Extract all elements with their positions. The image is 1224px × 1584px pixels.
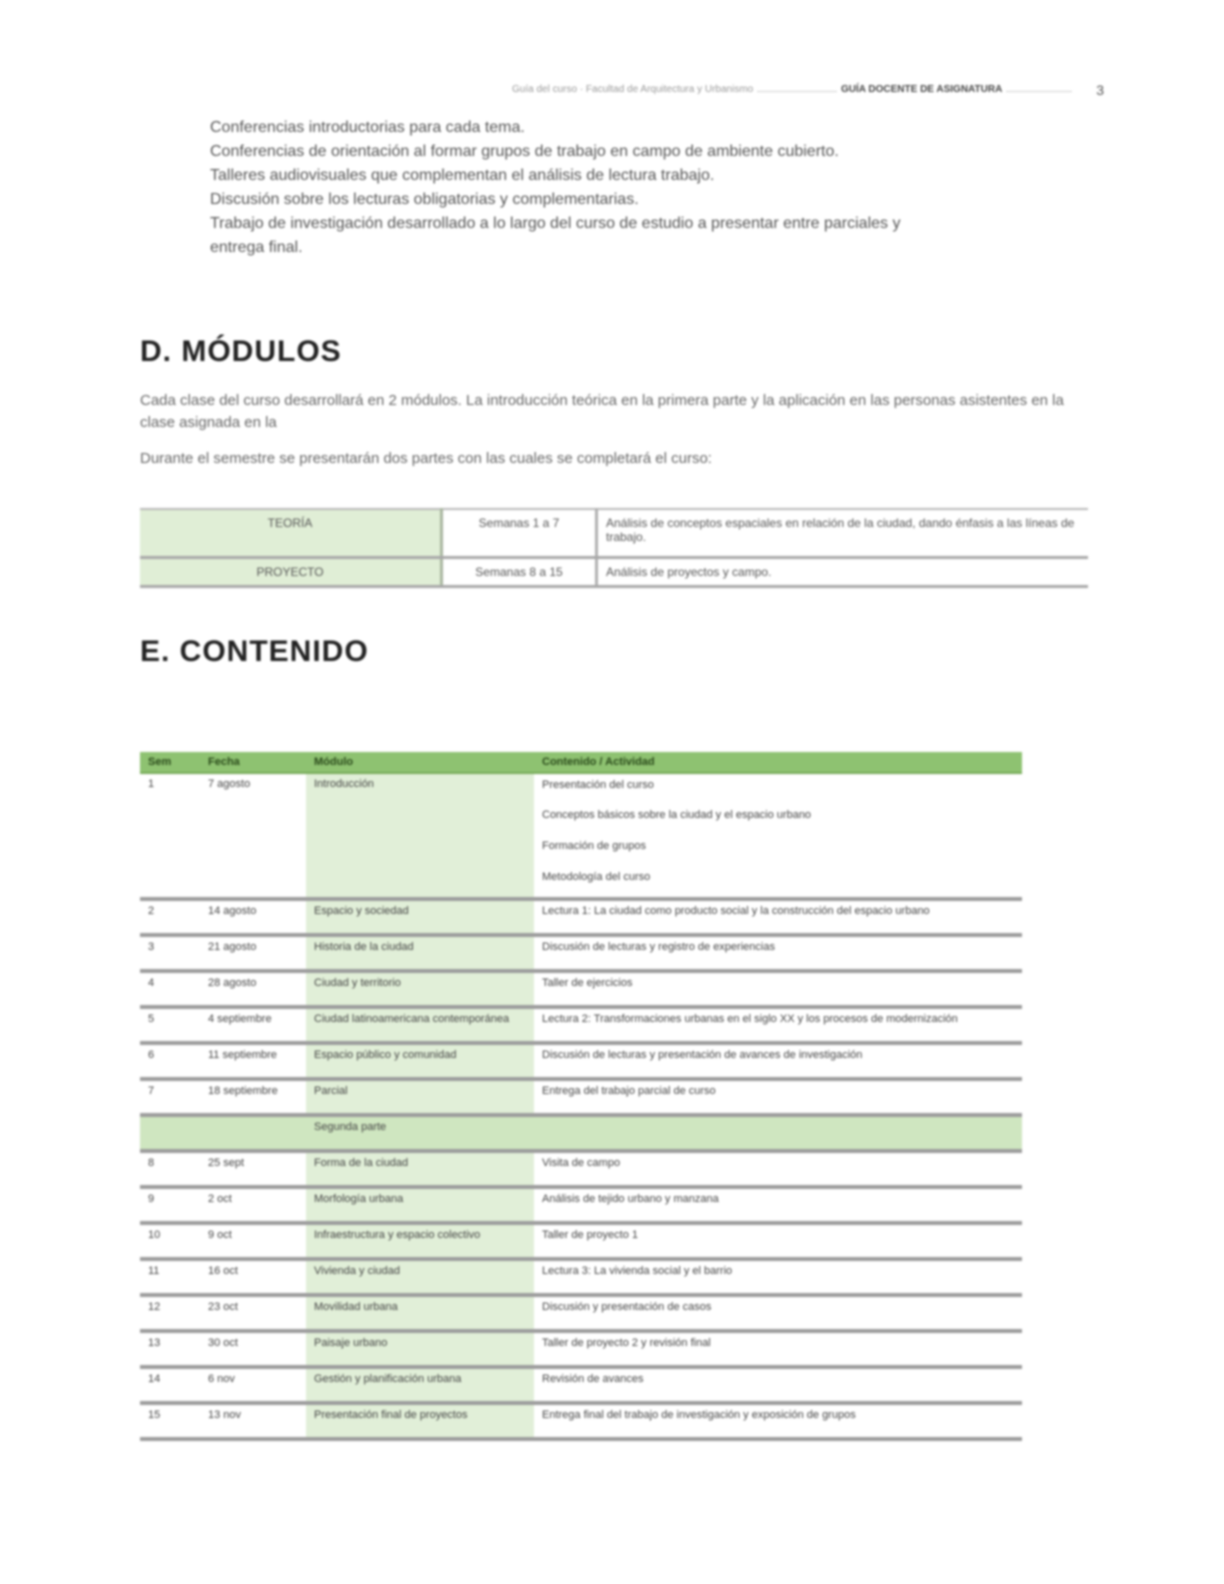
table-section-row [140,1115,1022,1151]
section-d-paragraph-2: Durante el semestre se presentarán dos partes con las cuales se completará el curso: [140,450,712,467]
table-row [140,1259,1022,1295]
list-item: Conferencias de orientación al formar grupos de trabajo en campo de ambiente cubierto. [210,143,839,160]
section-row-label: Segunda parte [306,1115,534,1151]
table-row [140,1043,1022,1079]
cell-date: 16 oct [200,1259,306,1295]
cell-content: Lectura 1: La ciudad como producto social y la construcción del espacio urbano [534,899,1022,935]
cell-week: 2 [140,899,200,935]
section-d-title: D. MÓDULOS [140,335,342,368]
cell-content: Lectura 3: La vivienda social y el barrio [534,1259,1022,1295]
module-description: Análisis de proyectos y campo. [597,558,1089,587]
table-row [140,1367,1022,1403]
table-row [140,1007,1022,1043]
column-header: Sem [140,752,200,773]
page-number: 3 [1096,82,1104,98]
cell-date: 23 oct [200,1295,306,1331]
cell-date: 14 agosto [200,899,306,935]
module-name: PROYECTO [140,558,442,587]
table-row [140,971,1022,1007]
list-item: Conferencias introductorias para cada tema. [210,119,525,136]
cell-content: Taller de proyecto 2 y revisión final [534,1331,1022,1367]
cell-content: Revisión de avances [534,1367,1022,1403]
cell-module: Morfología urbana [306,1187,534,1223]
module-name: TEORÍA [140,509,442,558]
cell-content [534,773,1022,899]
content-line: Metodología del curso [542,871,651,883]
module-description: Análisis de conceptos espaciales en relación de la ciudad, dando énfasis a las líneas de trabajo. [597,509,1089,558]
table-row [140,558,1088,587]
table-row [140,773,1022,899]
cell-content: Análisis de tejido urbano y manzana [534,1187,1022,1223]
cell-week: 14 [140,1367,200,1403]
cell-date: 4 septiembre [200,1007,306,1043]
cell-content [534,1115,1022,1151]
list-item: entrega final. [210,239,303,256]
table-row [140,1187,1022,1223]
table-row [140,1151,1022,1187]
list-item: Discusión sobre los lecturas obligatorias y complementarias. [210,191,639,208]
cell-module: Introducción [306,773,534,899]
cell-content: Discusión de lecturas y registro de experiencias [534,935,1022,971]
header-section-text: Guía del curso · Facultad de Arquitectura y Urbanismo [512,84,757,95]
table-row [140,1295,1022,1331]
methodology-list [210,116,1102,260]
cell-date: 2 oct [200,1187,306,1223]
cell-module: Vivienda y ciudad [306,1259,534,1295]
content-table [140,752,1022,1441]
cell-content: Taller de ejercicios [534,971,1022,1007]
cell-date: 28 agosto [200,971,306,1007]
cell-week: 7 [140,1079,200,1115]
cell-module: Ciudad y territorio [306,971,534,1007]
cell-date: 13 nov [200,1403,306,1439]
table-row [140,1403,1022,1439]
table-row [140,509,1088,558]
cell-week: 8 [140,1151,200,1187]
cell-week: 11 [140,1259,200,1295]
cell-week: 13 [140,1331,200,1367]
cell-week [140,1115,200,1151]
cell-date: 25 sept [200,1151,306,1187]
table-header-row [140,752,1022,773]
table-row [140,1223,1022,1259]
table-row [140,1331,1022,1367]
cell-date: 9 oct [200,1223,306,1259]
section-e-title: E. CONTENIDO [140,635,369,668]
page-header [512,82,1104,102]
content-line: Formación de grupos [542,840,646,852]
cell-date: 18 septiembre [200,1079,306,1115]
cell-module: Paisaje urbano [306,1331,534,1367]
table-row [140,935,1022,971]
cell-week: 9 [140,1187,200,1223]
cell-module: Infraestructura y espacio colectivo [306,1223,534,1259]
table-row [140,899,1022,935]
cell-week: 10 [140,1223,200,1259]
module-weeks: Semanas 8 a 15 [442,558,597,587]
cell-content: Lectura 2: Transformaciones urbanas en el siglo XX y los procesos de modernización [534,1007,1022,1043]
column-header: Contenido / Actividad [534,752,1022,773]
cell-week: 1 [140,773,200,899]
table-row [140,1079,1022,1115]
cell-week: 5 [140,1007,200,1043]
list-item: Talleres audiovisuales que complementan el análisis de lectura trabajo. [210,167,715,184]
header-chapter-text: GUÍA DOCENTE DE ASIGNATURA [837,84,1006,95]
cell-content: Visita de campo [534,1151,1022,1187]
content-line: Presentación del curso [542,779,654,791]
cell-date: 11 septiembre [200,1043,306,1079]
cell-module: Historia de la ciudad [306,935,534,971]
cell-content: Discusión de lecturas y presentación de avances de investigación [534,1043,1022,1079]
cell-content: Entrega del trabajo parcial de curso [534,1079,1022,1115]
column-header: Módulo [306,752,534,773]
cell-content: Entrega final del trabajo de investigación y exposición de grupos [534,1403,1022,1439]
cell-module: Espacio público y comunidad [306,1043,534,1079]
cell-date [200,1115,306,1151]
section-d-paragraph-1: Cada clase del curso desarrollará en 2 módulos. La introducción teórica en la primera parte y la aplicación en las personas asistentes en la clase asignada en la [140,392,1064,431]
cell-module: Espacio y sociedad [306,899,534,935]
cell-date: 30 oct [200,1331,306,1367]
cell-module: Ciudad latinoamericana contemporánea [306,1007,534,1043]
cell-module: Gestión y planificación urbana [306,1367,534,1403]
column-header: Fecha [200,752,306,773]
cell-date: 21 agosto [200,935,306,971]
cell-week: 3 [140,935,200,971]
modules-table [140,508,1088,588]
cell-module: Forma de la ciudad [306,1151,534,1187]
module-weeks: Semanas 1 a 7 [442,509,597,558]
cell-week: 12 [140,1295,200,1331]
cell-date: 7 agosto [200,773,306,899]
cell-module: Parcial [306,1079,534,1115]
content-line: Conceptos básicos sobre la ciudad y el espacio urbano [542,809,812,821]
cell-module: Movilidad urbana [306,1295,534,1331]
cell-content: Discusión y presentación de casos [534,1295,1022,1331]
cell-week: 4 [140,971,200,1007]
cell-date: 6 nov [200,1367,306,1403]
cell-week: 15 [140,1403,200,1439]
cell-week: 6 [140,1043,200,1079]
cell-content: Taller de proyecto 1 [534,1223,1022,1259]
cell-module: Presentación final de proyectos [306,1403,534,1439]
list-item: Trabajo de investigación desarrollado a lo largo del curso de estudio a presentar entre parciales y [210,215,901,232]
